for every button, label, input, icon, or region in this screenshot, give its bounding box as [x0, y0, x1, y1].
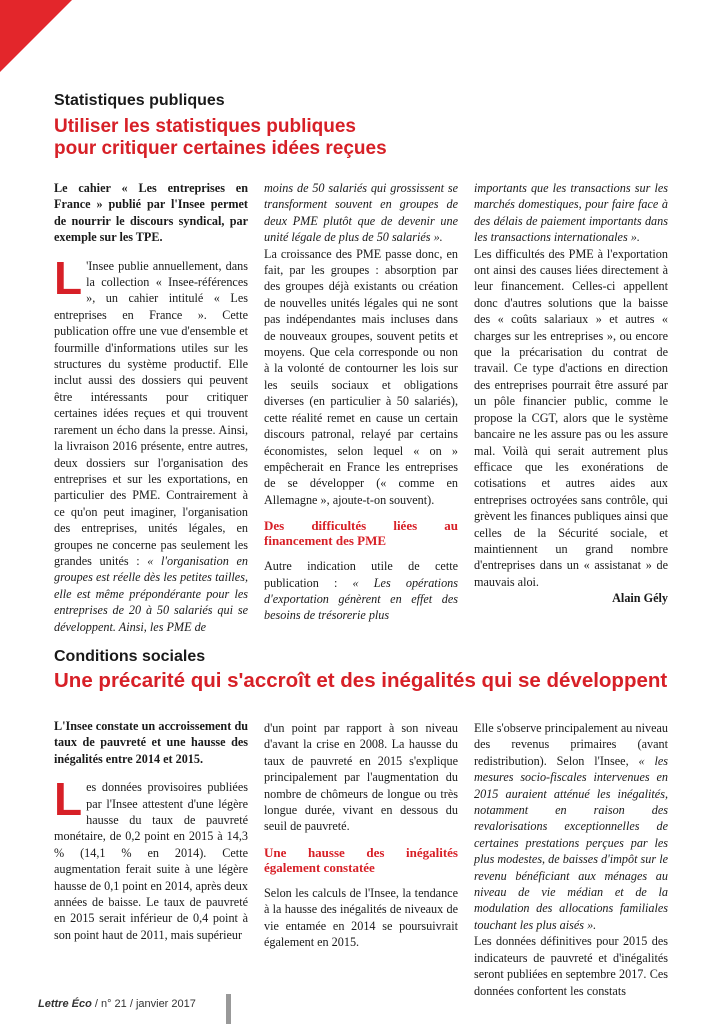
article2-col2	[264, 720, 458, 950]
article1-kicker: Statistiques publiques	[54, 92, 225, 109]
article2-quote: « les mesures socio-fiscales intervenues en 2015 auraient atténué les inégalités, notamment en raison des revalorisations exceptionnelles de certaines prestations perçues par les plus modestes, de baisses d'impôt sur le revenu bénéficiant aux ménages au niveau de vie médian et de la modulation des allocations familiales touchant les plus aisés ».	[474, 753, 668, 932]
article1-paragraph: Autre indication utile de cette publication :	[264, 559, 458, 590]
article1-paragraph: Les difficultés des PME à l'exportation ont ainsi des causes liées directement à leur financement. Celles-ci appellent donc d'autres solutions que la baisse des « coûts salariaux » et autres « charges sur les entreprises », ou encore que la précarisation du contrat de travail. Ce type d'actions en direction des entreprises pourrait être assuré par un pôle financier public, comme le propose la CGT, alors que le système bancaire ne les assure pas ou les assure mal. Voilà qui serait autrement plus efficace que les exonérations de cotisations et autres aides aux entreprises octroyées sans contrôle, qui grèvent les finances publiques ainsi que celles de la Sécurité sociale, et maintiennent un grand nombre d'entreprises dans un « assistanat » de mauvais aloi.	[474, 246, 668, 589]
dropcap: L	[54, 773, 83, 826]
article1-col1	[54, 180, 248, 635]
article2-col1	[54, 718, 248, 943]
article1-quote-cont: moins de 50 salariés qui grossissent se transforment souvent en groupes de deux PME plutôt que de devenir une unité légale de plus de 50 salariés ».	[264, 181, 458, 245]
corner-triangle	[0, 0, 72, 72]
dropcap: L	[54, 251, 83, 304]
footer-publication: Lettre Éco	[38, 998, 92, 1010]
article2-paragraph: Selon les calculs de l'Insee, la tendance à la hausse des inégalités de niveaux de vie entamée en 2014 se poursuivrait également en 2015.	[264, 885, 458, 950]
article1-quote: « l'organisation en groupes est réelle dès les petites tailles, elle est même prépondérante pour les entreprises de 20 à 50 salariés qui se développent. Ainsi, les PME de	[54, 553, 248, 634]
article2-col3	[474, 720, 668, 999]
article1-signature: Alain Gély	[612, 591, 668, 606]
article1-col2	[264, 180, 458, 624]
article1-lead: Le cahier « Les entreprises en France » publié par l'Insee permet de nourrir le discours syndical, par exemple sur les TPE.	[54, 181, 248, 245]
article1-title: Utiliser les statistiques publiques pour critiquer certaines idées reçues	[54, 116, 387, 159]
article2-paragraph: Les données définitives pour 2015 des indicateurs de pauvreté et d'inégalités seront publiées en septembre 2017. Ces données confortent les constats	[474, 934, 668, 998]
article1-paragraph: 'Insee publie annuellement, dans la collection « Insee-références », un cahier intitulé « Les entreprises en France ». Cette publication offre une vue d'ensemble et fourmille d'informations utiles sur les structures du système productif. Elle inclut aussi des dossiers qui peuvent être intéressants pour critiquer certaines idées reçues et qui trouvent rarement un écho dans la presse. Ainsi, la livraison 2016 présente, entre autres, deux dossiers sur l'organisation des entreprises et sur les exportations, en particulier des PME. Contrairement à ce qu'on peut imaginer, l'organisation des entreprises, unités légales, en groupes ne concerne pas seulement les grandes unités :	[54, 258, 248, 568]
article1-quote: « Les opérations d'exportation génèrent en effet des besoins de trésorerie plus	[264, 575, 458, 623]
article2-subheading: Une hausse des inégalités également constatée	[264, 844, 458, 875]
article2-title: Une précarité qui s'accroît et des inégalités qui se développent	[54, 669, 668, 692]
article2-paragraph: Elle s'observe principalement au niveau des revenus primaires (avant redistribution). Selon l'Insee,	[474, 721, 668, 768]
article2-lead: L'Insee constate un accroissement du taux de pauvreté et une hausse des inégalités entre 2014 et 2015.	[54, 719, 248, 766]
article2-paragraph: es données provisoires publiées par l'Insee attestent d'une légère hausse du taux de pauvreté monétaire, de 0,2 point en 2015 à 14,3 % (14,1 % en 2014). Cette augmentation ferait suite à une légère hausse de 0,1 point en 2014, après deux années de baisse. Le taux de pauvreté en 2015 serait inférieur de 0,4 point à son point haut de 2011, mais supérieur	[54, 780, 248, 942]
article1-quote-cont: importants que les transactions sur les marchés domestiques, pour faire face à des délais de paiement importants dans les transactions internationales ».	[474, 181, 668, 245]
footer-issue: / n° 21 / janvier 2017	[91, 998, 196, 1010]
footer-bar	[226, 994, 231, 1024]
article1-paragraph: La croissance des PME passe donc, en fait, par les groupes : absorption par des groupes déjà existants ou création de nouvelles unités légales qui ne sont pas indépendantes mais incluses dans de nouveaux groupes, souvent petits et moyens. Que cela corresponde ou non à la volonté de contourner les lois sur les seuils sociaux et obligations diverses (en particulier à 50 salariés), cette réalité remet en cause un certain discours patronal, relayé par certains économistes, selon lequel « on » empêcherait en France les entreprises de se développer (« comme en Allemagne », ajoute-t-on souvent).	[264, 246, 458, 507]
article2-kicker: Conditions sociales	[54, 648, 206, 665]
footer	[38, 998, 196, 1010]
article1-col3	[474, 180, 668, 607]
article2-paragraph: d'un point par rapport à son niveau d'avant la crise en 2008. La hausse du taux de pauvreté en 2015 s'explique principalement par l'augmentation du nombre de chômeurs de longue ou très longue durée, vivant en dessous du seuil de pauvreté.	[264, 721, 458, 834]
page-number: > 6	[34, 44, 52, 58]
article1-subheading: Des difficultés liées au financement des PME	[264, 518, 458, 549]
